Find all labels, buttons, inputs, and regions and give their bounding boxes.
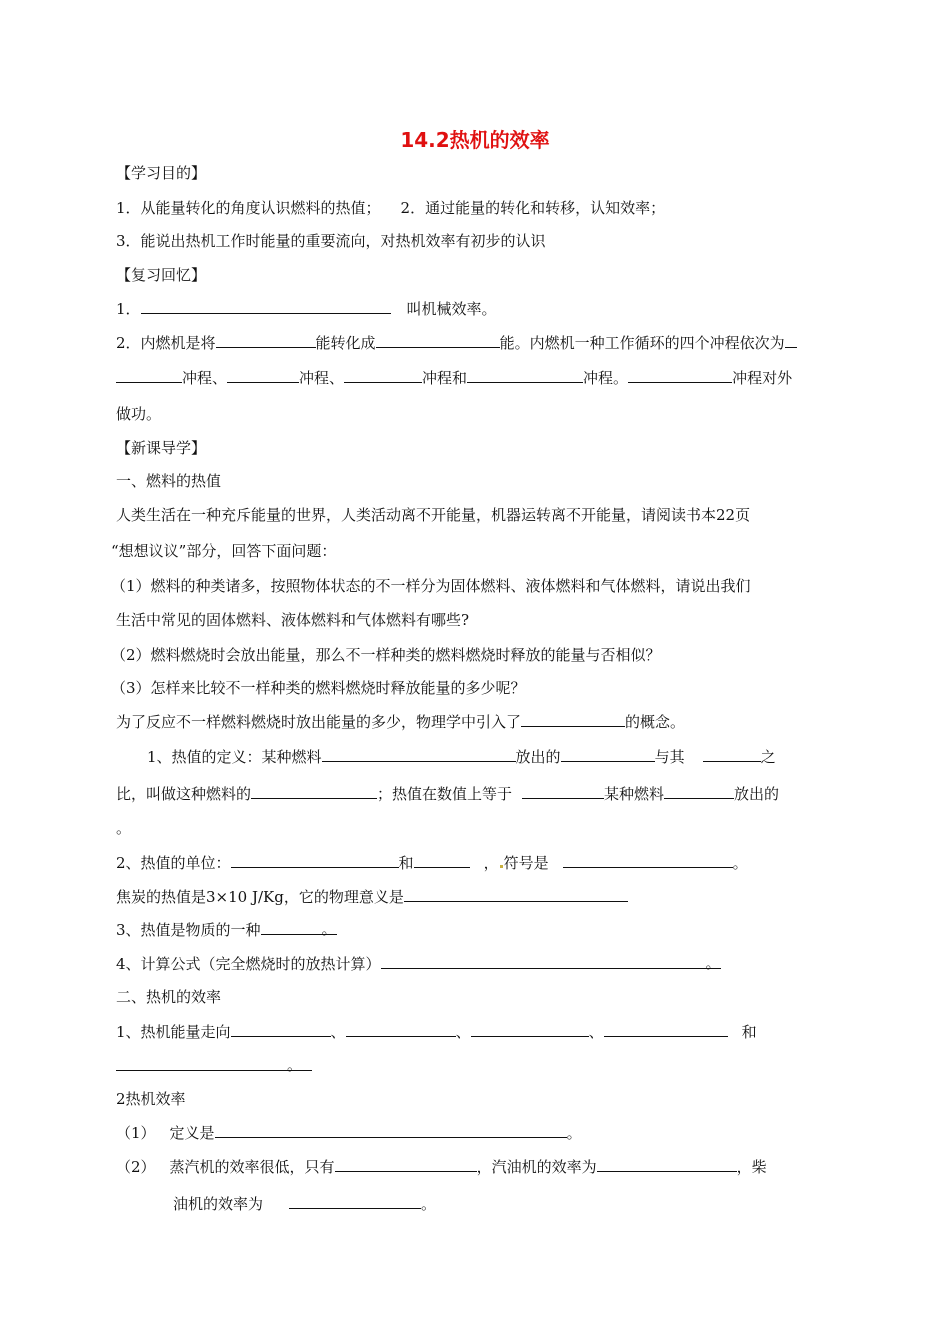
goal-3: 3．能说出热机工作时能量的重要流向，对热机效率有初步的认识 (116, 232, 546, 250)
blank[interactable] (785, 332, 797, 348)
text: 和 (741, 1023, 757, 1041)
part2-e1 (116, 1122, 582, 1143)
text: 之 (760, 748, 776, 766)
new-header: 【新课导学】 (116, 439, 207, 457)
text: 。 (732, 854, 748, 872)
text: 。 (566, 1124, 582, 1142)
text: 能转化成 (315, 334, 376, 352)
text: （2） (116, 1158, 156, 1176)
text: 定义是 (169, 1124, 215, 1142)
text: 1、热值的定义：某种燃料 (147, 748, 322, 766)
review-q2-line3: 做功。 (116, 405, 162, 423)
text: 值是3×10 J/Kg，它的物理意义是 (176, 888, 404, 906)
text: 3、热值是物质的一种 (116, 921, 261, 939)
text: ；热值在数值上等于 (377, 785, 513, 803)
text: 冲程对外 (732, 369, 793, 387)
text: 2．内燃机是将 (116, 334, 216, 352)
part2-flow-line1 (116, 1021, 757, 1042)
part1-unit (116, 852, 748, 873)
goal-2: 2．通过能量的转化和转移，认知效率； (400, 199, 666, 217)
text: 。 (421, 1195, 437, 1213)
mark (500, 865, 503, 868)
text: 冲程和 (422, 369, 468, 387)
text: 。 (705, 954, 721, 972)
part1-q3: （3）怎样来比较不一样种类的燃料燃烧时释放能量的多少呢？ (111, 679, 526, 697)
blank[interactable] (703, 746, 761, 762)
part1-def-line3: 。 (116, 819, 132, 837)
text: 2、热值的单位： (116, 854, 231, 872)
blank[interactable] (414, 852, 470, 868)
text: （1）燃料的种类诸多，按照物体状态的不一样分为固体燃料、液 (111, 577, 541, 595)
blank[interactable] (261, 919, 337, 938)
text: 体燃料和气体燃料，请说出我们 (540, 577, 751, 595)
blank[interactable] (376, 332, 500, 348)
blank[interactable] (471, 1021, 589, 1037)
review-header: 【复习回忆】 (116, 266, 207, 284)
blank[interactable] (216, 332, 316, 348)
text: 为 (248, 1195, 264, 1213)
blank[interactable] (563, 852, 733, 868)
text: 和 (398, 854, 414, 872)
text: 某种燃料 (604, 785, 665, 803)
text: 比，叫做这种燃料的 (116, 785, 252, 803)
part1-q1-line1 (111, 576, 751, 596)
blank[interactable] (344, 367, 422, 383)
blank[interactable] (116, 1055, 312, 1074)
part2-eff-heading: 2热机效率 (116, 1090, 186, 1108)
text: 1． (116, 300, 141, 318)
blank[interactable] (116, 367, 182, 383)
blank[interactable] (346, 1021, 456, 1037)
goals-line-1 (116, 198, 665, 218)
text: 焦炭的热 (116, 888, 177, 906)
blank[interactable] (467, 367, 583, 383)
text: 冲程、 (299, 369, 345, 387)
part1-reflect (116, 711, 685, 732)
part1-def-line2 (116, 783, 779, 804)
text: 油机的效率 (173, 1195, 249, 1213)
blank[interactable] (381, 953, 721, 972)
blank[interactable] (231, 852, 399, 868)
goals-header: 【学习目的】 (116, 164, 207, 182)
blank[interactable] (322, 746, 516, 762)
blank[interactable] (561, 746, 655, 762)
blank[interactable] (335, 1156, 477, 1172)
text: ， (483, 854, 499, 872)
text: （1） (116, 1124, 156, 1142)
blank[interactable] (664, 783, 734, 799)
part1-q1-line2: 生活中常见的固体燃料、液体燃料和气体燃料有哪些? (116, 611, 470, 629)
blank[interactable] (215, 1122, 567, 1138)
text: 能。内燃机一种工作循环的四个冲程依次为 (499, 334, 785, 352)
review-q2-line1 (116, 332, 797, 353)
part1-q2: （2）燃料燃烧时会放出能量，那么不一样种类的燃料燃烧时释放的能量与否相似？ (111, 646, 661, 664)
blank[interactable] (227, 367, 299, 383)
text: 的概念。 (625, 713, 686, 731)
blank[interactable] (141, 298, 391, 314)
part1-def-line1 (147, 746, 776, 767)
blank[interactable] (521, 711, 625, 727)
text: 与其 (654, 748, 685, 766)
text: 为了反应不一样燃料燃烧时放出能量的多少，物理学中引入了 (116, 713, 522, 731)
part2-flow-line2 (116, 1055, 312, 1076)
blank[interactable] (251, 783, 377, 799)
text: ，柴 (736, 1158, 767, 1176)
part1-intro-2: “想想议议”部分，回答下面问题： (111, 542, 337, 560)
text: 、 (330, 1023, 346, 1041)
part1-prop (116, 919, 337, 940)
part1-formula (116, 953, 721, 974)
text: 蒸汽机的效率很低，只有 (169, 1158, 335, 1176)
text: 、 (455, 1023, 471, 1041)
text: 4、计算公式（完全燃烧时的放热计算） (116, 955, 381, 973)
text: 冲程、 (182, 369, 228, 387)
blank[interactable] (522, 783, 604, 799)
text: 符号是 (503, 854, 549, 872)
part2-e2-line1 (116, 1156, 767, 1177)
blank[interactable] (404, 886, 628, 902)
goal-1: 1．从能量转化的角度认识燃料的热值； (116, 199, 381, 217)
blank[interactable] (289, 1193, 421, 1209)
text: 冲程。 (583, 369, 629, 387)
page-title: 14.2热机的效率 (400, 128, 550, 152)
blank[interactable] (628, 367, 732, 383)
part1-heading: 一、燃料的热值 (116, 472, 222, 490)
text: 。 (286, 1056, 302, 1074)
text: ，汽油机的效率为 (476, 1158, 597, 1176)
blank[interactable] (597, 1156, 737, 1172)
review-q2-line2 (116, 367, 792, 388)
blank[interactable] (604, 1021, 728, 1037)
text: 放出的 (515, 748, 561, 766)
review-q1 (116, 298, 497, 319)
part1-intro-1: 人类生活在一种充斥能量的世界，人类活动离不开能量，机器运转离不开能量，请阅读书本22页 (116, 506, 751, 524)
text: 。 (321, 920, 337, 938)
blank[interactable] (231, 1021, 331, 1037)
text: 、 (588, 1023, 604, 1041)
text: 放出的 (734, 785, 780, 803)
text: 叫机械效率。 (406, 300, 497, 318)
part2-e2-line2 (173, 1193, 436, 1214)
text: 1、热机能量走向 (116, 1023, 231, 1041)
part1-coke (116, 886, 628, 907)
part2-heading: 二、热机的效率 (116, 988, 222, 1006)
